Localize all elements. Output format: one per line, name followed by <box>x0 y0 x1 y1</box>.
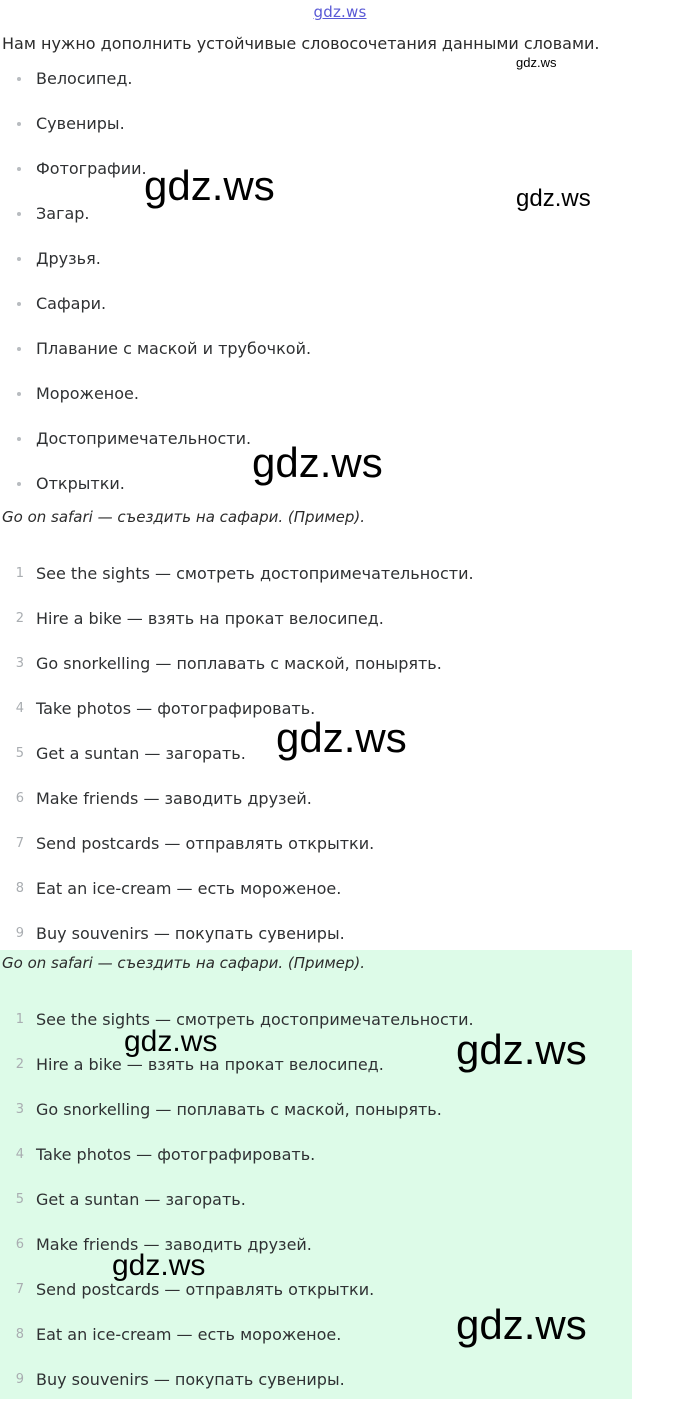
word-text: Сафари. <box>36 294 107 313</box>
item-number: 7 <box>15 1282 24 1297</box>
example-text: Go on safari — съездить на сафари. (Пример). <box>2 508 366 526</box>
phrase-item <box>0 1132 474 1177</box>
phrase-text: Go snorkelling — поплавать с маской, понырять. <box>36 1100 442 1119</box>
bullet-icon <box>17 392 21 396</box>
watermark: gdz.ws <box>252 439 383 486</box>
word-text: Мороженое. <box>36 384 139 403</box>
item-number: 4 <box>15 1147 24 1162</box>
watermark: gdz.ws <box>144 162 275 209</box>
word-item <box>0 58 311 103</box>
phrase-text: Buy souvenirs — покупать сувениры. <box>36 1370 345 1389</box>
word-item <box>0 373 311 418</box>
phrase-text: Hire a bike — взять на прокат велосипед. <box>36 1055 384 1074</box>
word-item <box>0 328 311 373</box>
phrase-item <box>0 1222 474 1267</box>
item-number: 6 <box>15 1237 24 1252</box>
word-item <box>0 103 311 148</box>
bullet-icon <box>17 437 21 441</box>
phrase-text: Send postcards — отправлять открытки. <box>36 1280 375 1299</box>
watermark: gdz.ws <box>124 1025 218 1058</box>
phrase-item <box>0 1267 474 1312</box>
item-number: 1 <box>15 1012 24 1027</box>
bullet-icon <box>17 122 21 126</box>
phrase-text: Go snorkelling — поплавать с маской, понырять. <box>36 654 442 673</box>
phrase-item <box>0 866 474 911</box>
bullet-icon <box>17 302 21 306</box>
item-number: 4 <box>15 701 24 716</box>
watermark: gdz.ws <box>456 1026 587 1073</box>
watermark: gdz.ws <box>456 1301 587 1348</box>
phrase-text: Get a suntan — загорать. <box>36 1190 246 1209</box>
site-header-link[interactable]: gdz.ws <box>313 3 367 21</box>
phrase-text: Take photos — фотографировать. <box>36 1145 316 1164</box>
phrase-item <box>0 1042 474 1087</box>
item-number: 9 <box>15 926 24 941</box>
phrase-text: Buy souvenirs — покупать сувениры. <box>36 924 345 943</box>
phrase-text: Take photos — фотографировать. <box>36 699 316 718</box>
phrase-text: Make friends — заводить друзей. <box>36 1235 312 1254</box>
bullet-icon <box>17 347 21 351</box>
watermark: gdz.ws <box>516 55 557 70</box>
item-number: 2 <box>15 1057 24 1072</box>
word-text: Загар. <box>36 204 90 223</box>
phrase-text: Get a suntan — загорать. <box>36 744 246 763</box>
phrase-item <box>0 1087 474 1132</box>
item-number: 7 <box>15 836 24 851</box>
phrase-list <box>0 997 474 1402</box>
phrase-item <box>0 551 474 596</box>
word-text: Друзья. <box>36 249 101 268</box>
phrase-text: Eat an ice-cream — есть мороженое. <box>36 879 342 898</box>
word-text: Велосипед. <box>36 69 133 88</box>
word-text: Плавание с маской и трубочкой. <box>36 339 312 358</box>
bullet-icon <box>17 212 21 216</box>
bullet-icon <box>17 167 21 171</box>
word-item <box>0 238 311 283</box>
item-number: 2 <box>15 611 24 626</box>
phrase-text: Eat an ice-cream — есть мороженое. <box>36 1325 342 1344</box>
bullet-icon <box>17 257 21 261</box>
word-text: Достопримечательности. <box>36 429 252 448</box>
item-number: 8 <box>15 1327 24 1342</box>
item-number: 5 <box>15 1192 24 1207</box>
watermark: gdz.ws <box>112 1249 206 1282</box>
item-number: 3 <box>15 656 24 671</box>
item-number: 1 <box>15 566 24 581</box>
word-text: Открытки. <box>36 474 125 493</box>
phrase-text: Make friends — заводить друзей. <box>36 789 312 808</box>
item-number: 5 <box>15 746 24 761</box>
bullet-icon <box>17 77 21 81</box>
phrase-item <box>0 1312 474 1357</box>
item-number: 6 <box>15 791 24 806</box>
phrase-text: Send postcards — отправлять открытки. <box>36 834 375 853</box>
phrase-text: See the sights — смотреть достопримечательности. <box>36 564 474 583</box>
phrase-item <box>0 1177 474 1222</box>
intro-text: Нам нужно дополнить устойчивые словосочетания данными словами. <box>2 34 600 53</box>
word-text: Сувениры. <box>36 114 125 133</box>
phrase-text: See the sights — смотреть достопримечательности. <box>36 1010 474 1029</box>
item-number: 8 <box>15 881 24 896</box>
phrase-item <box>0 1357 474 1402</box>
watermark: gdz.ws <box>276 714 407 761</box>
phrase-text: Hire a bike — взять на прокат велосипед. <box>36 609 384 628</box>
phrase-item <box>0 641 474 686</box>
phrase-item <box>0 997 474 1042</box>
word-text: Фотографии. <box>36 159 147 178</box>
item-number: 9 <box>15 1372 24 1387</box>
watermark: gdz.ws <box>516 185 591 212</box>
item-number: 3 <box>15 1102 24 1117</box>
word-item <box>0 283 311 328</box>
phrase-item <box>0 596 474 641</box>
example-text: Go on safari — съездить на сафари. (Пример). <box>2 954 366 972</box>
phrase-item <box>0 776 474 821</box>
bullet-icon <box>17 482 21 486</box>
phrase-item <box>0 821 474 866</box>
